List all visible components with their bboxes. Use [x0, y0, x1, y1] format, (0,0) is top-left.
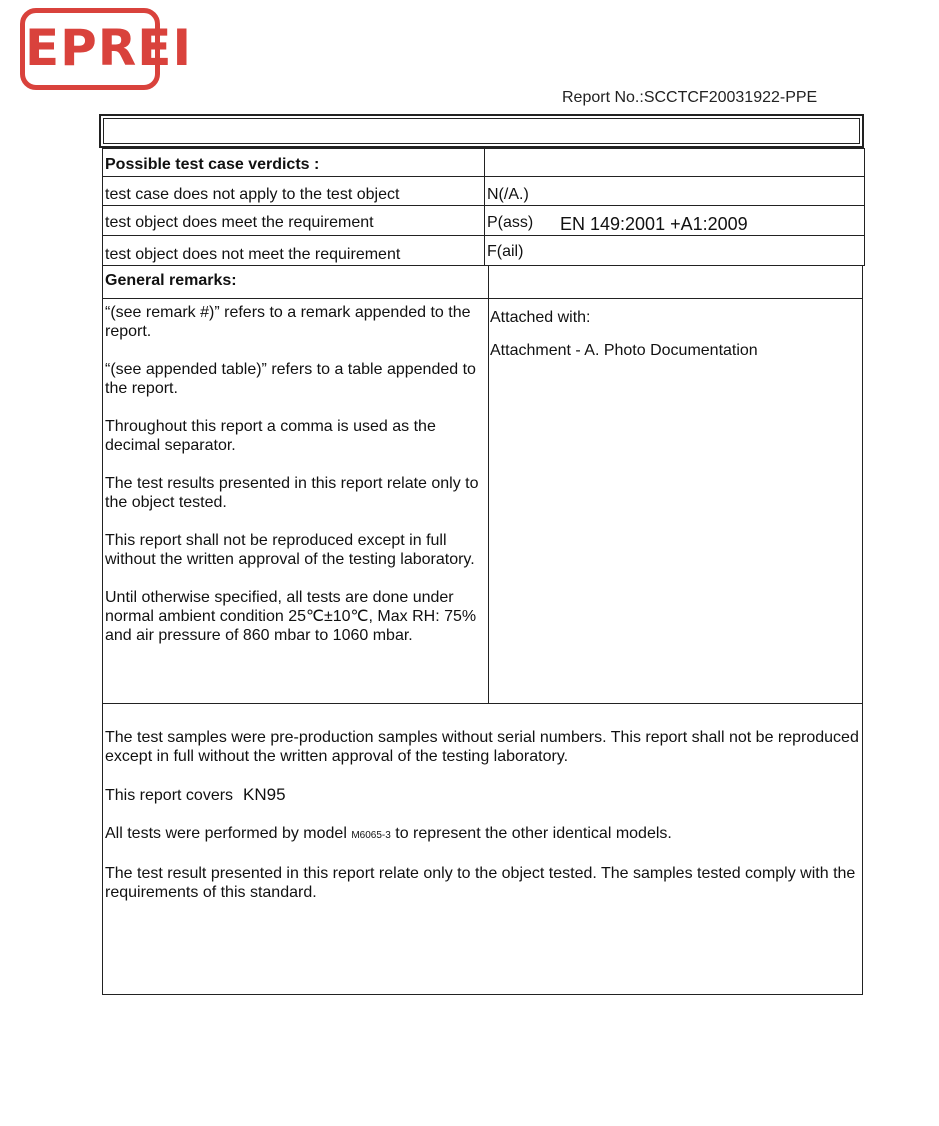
- header-frame: [99, 114, 864, 148]
- verdict-code-fail: F(ail): [487, 243, 524, 260]
- remark-item: “(see appended table)” refers to a table appended to the report.: [105, 361, 476, 397]
- standard-reference: EN 149:2001 +A1:2009: [560, 214, 748, 234]
- attachment-item: Attachment - A. Photo Documentation: [490, 342, 758, 359]
- verdict-desc-na: test case does not apply to the test object: [105, 186, 400, 203]
- report-number: Report No.:SCCTCF20031922-PPE: [562, 89, 818, 106]
- model-number: M6065-3: [351, 830, 391, 841]
- verdict-desc-pass: test object does meet the requirement: [105, 214, 374, 231]
- model-suffix: to represent the other identical models.: [395, 825, 672, 842]
- bottom-notes: [105, 728, 860, 921]
- verdict-desc-fail: test object does not meet the requirement: [105, 246, 401, 263]
- remark-item: Throughout this report a comma is used as the decimal separator.: [105, 418, 436, 454]
- covers-label: This report covers: [105, 787, 234, 804]
- company-logo: EPREI: [20, 8, 160, 90]
- general-remarks-list: [105, 303, 483, 664]
- verdicts-title: Possible test case verdicts :: [105, 156, 320, 173]
- verdict-code-pass: P(ass): [487, 214, 534, 231]
- general-remarks-title: General remarks:: [105, 272, 237, 289]
- covers-line: [105, 785, 860, 805]
- product-name: KN95: [243, 785, 286, 804]
- model-line: [105, 824, 860, 845]
- attached-label: Attached with:: [490, 309, 591, 326]
- remark-item: The test results presented in this report relate only to the object tested.: [105, 475, 479, 511]
- remark-item: Until otherwise specified, all tests are done under normal ambient condition 25℃±10℃, Max RH: 75% and air pressure of 860 mbar to 1060 mbar.: [105, 589, 477, 644]
- model-prefix: All tests were performed by model: [105, 825, 347, 842]
- remark-item: “(see remark #)” refers to a remark appended to the report.: [105, 304, 471, 340]
- verdict-code-na: N(/A.): [487, 186, 529, 203]
- result-note: The test result presented in this report relate only to the object tested. The samples tested comply with the requirements of this standard.: [105, 865, 856, 901]
- samples-note: The test samples were pre-production samples without serial numbers. This report shall not be reproduced except in full without the written approval of the testing laboratory.: [105, 729, 859, 765]
- remark-item: This report shall not be reproduced except in full without the written approval of the testing laboratory.: [105, 532, 475, 568]
